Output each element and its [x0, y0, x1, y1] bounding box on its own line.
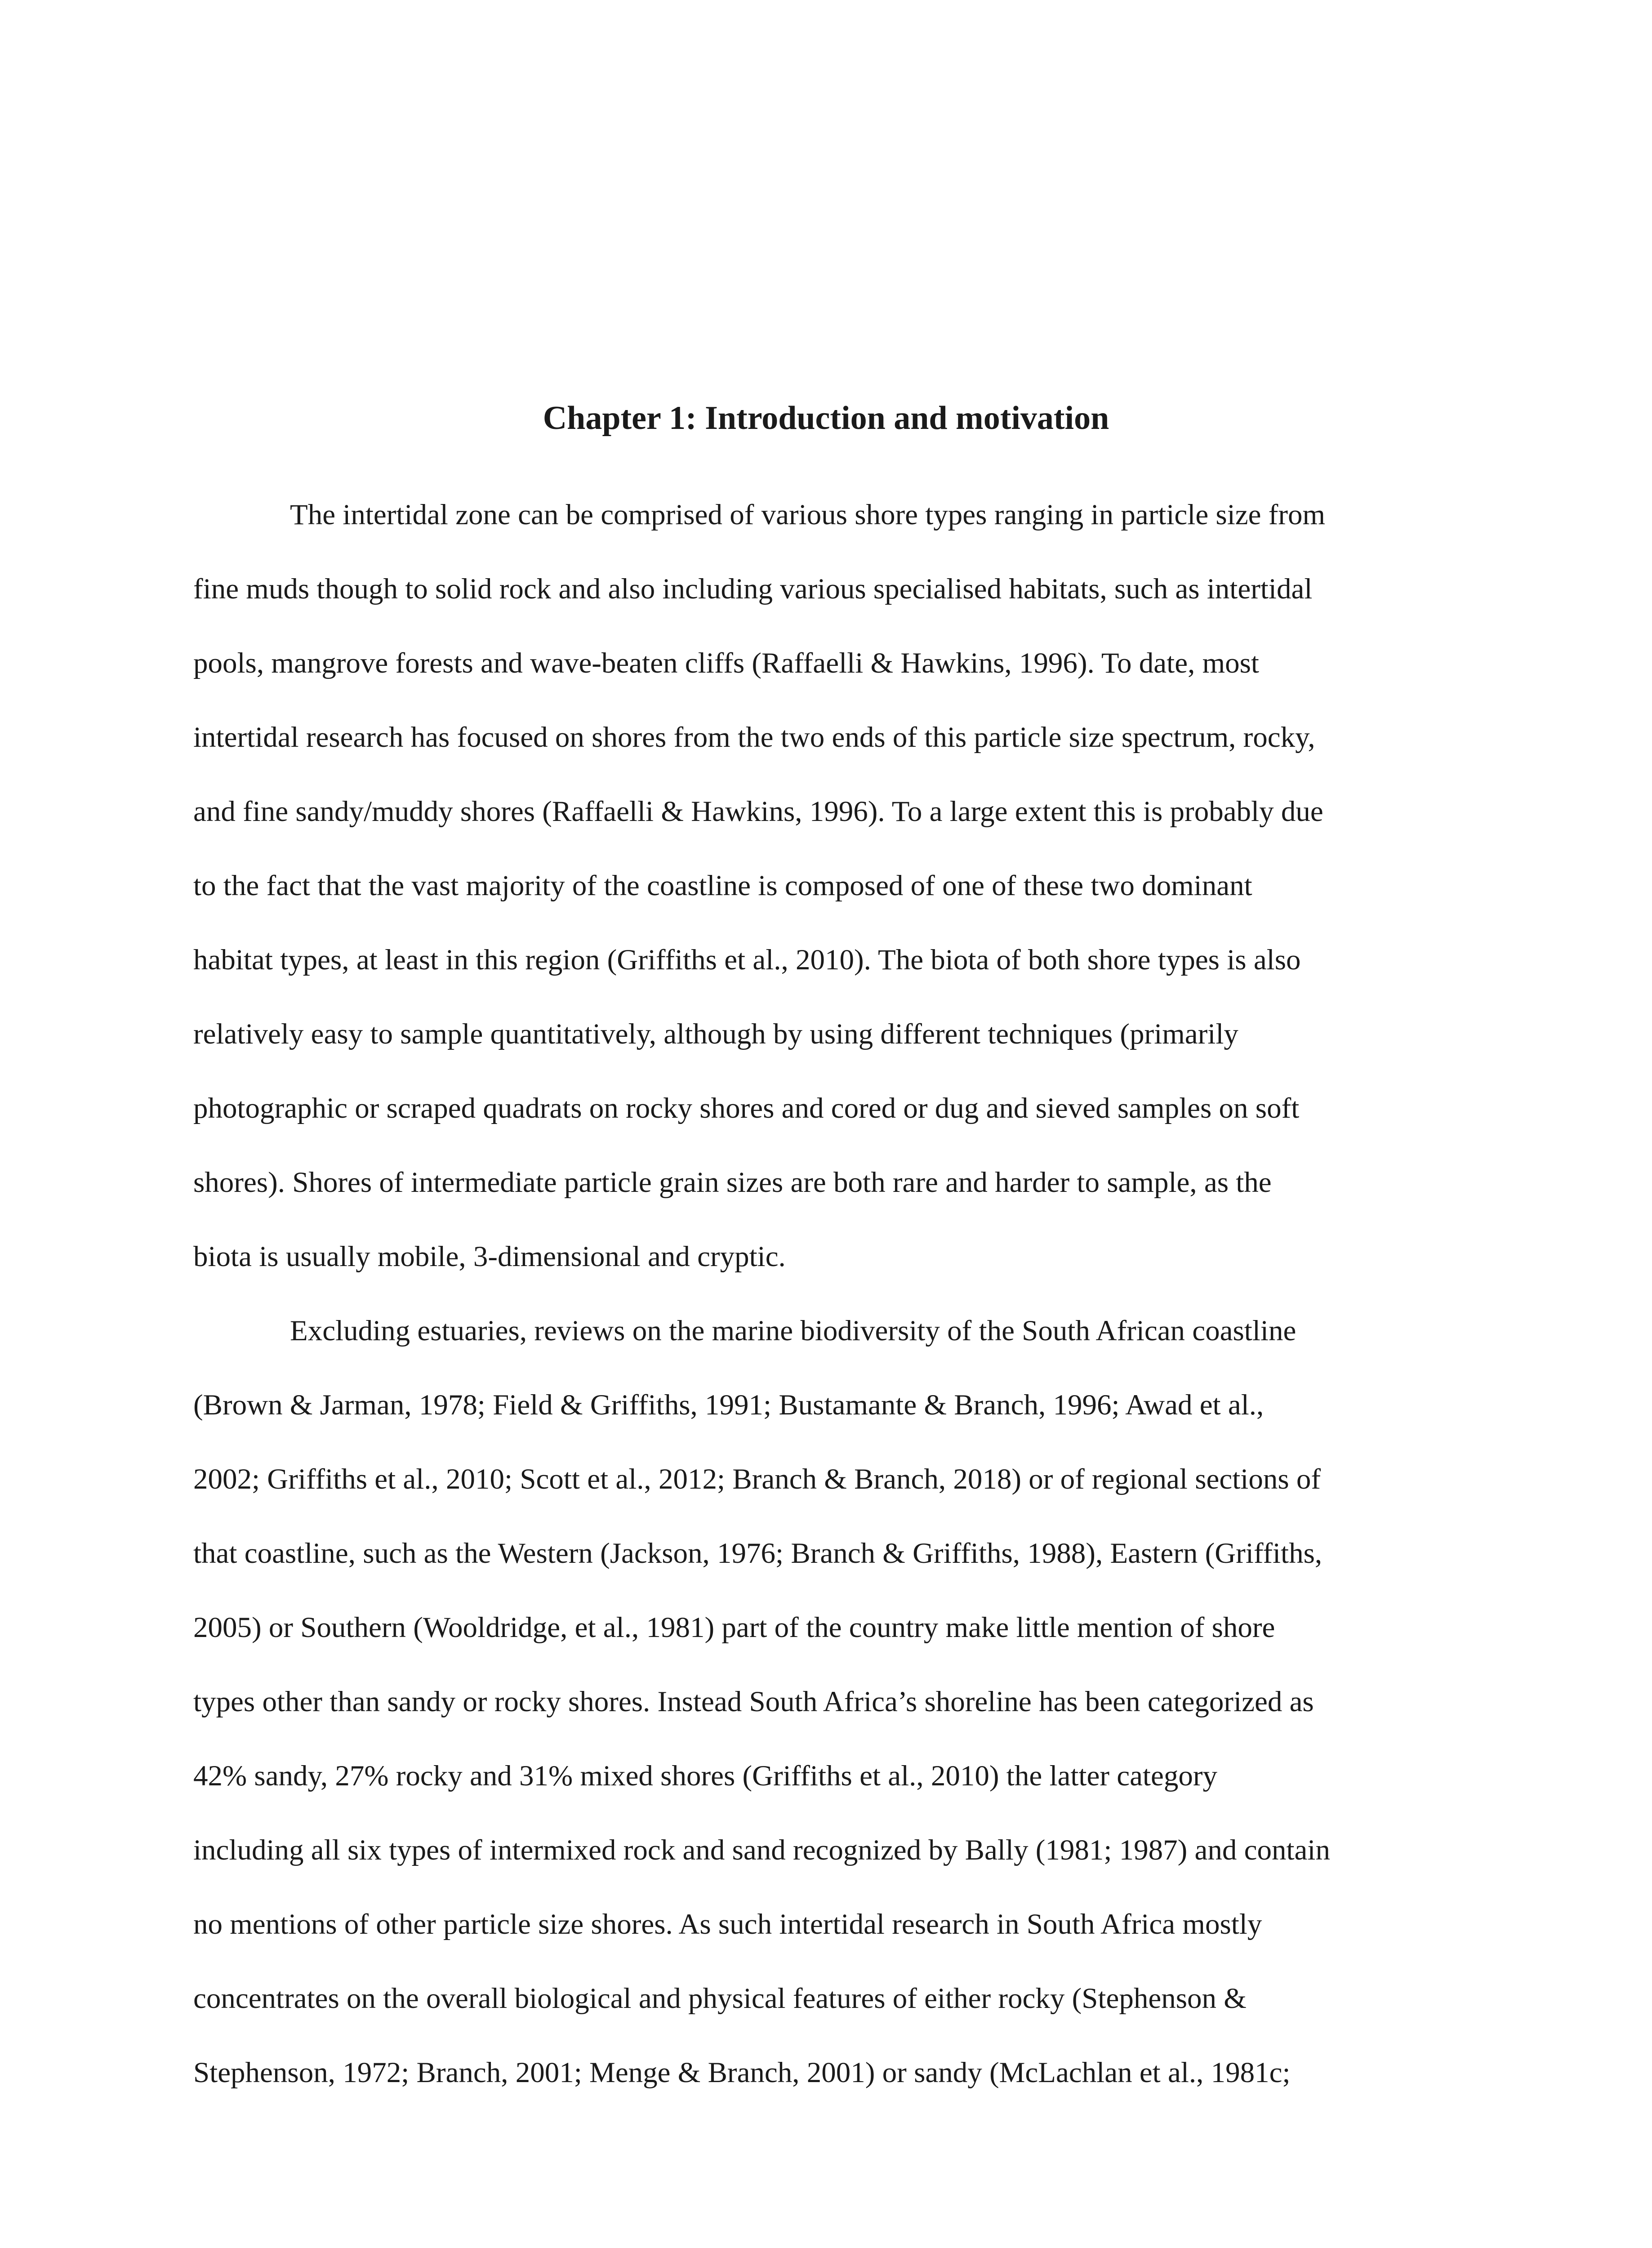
body-line: photographic or scraped quadrats on rocky shores and cored or dug and sieved samples on soft [193, 1092, 1300, 1124]
body-line: shores). Shores of intermediate particle grain sizes are both rare and harder to sample, as the [193, 1166, 1272, 1199]
body-line: no mentions of other particle size shores. As such intertidal research in South Africa mostly [193, 1908, 1262, 1940]
body-line: Excluding estuaries, reviews on the marine biodiversity of the South African coastline [290, 1315, 1296, 1347]
body-line: biota is usually mobile, 3-dimensional and cryptic. [193, 1240, 786, 1273]
body-line: Stephenson, 1972; Branch, 2001; Menge & Branch, 2001) or sandy (McLachlan et al., 1981c; [193, 2056, 1291, 2089]
body-line: types other than sandy or rocky shores. Instead South Africa’s shoreline has been categorized as [193, 1686, 1314, 1718]
body-line: that coastline, such as the Western (Jackson, 1976; Branch & Griffiths, 1988), Eastern (Griffiths, [193, 1537, 1322, 1570]
body-line: to the fact that the vast majority of the coastline is composed of one of these two dominant [193, 870, 1252, 902]
body-line: and fine sandy/muddy shores (Raffaelli & Hawkins, 1996). To a large extent this is probably due [193, 795, 1323, 828]
body-line: 2005) or Southern (Wooldridge, et al., 1981) part of the country make little mention of shore [193, 1611, 1275, 1644]
body-line: relatively easy to sample quantitatively, although by using different techniques (primarily [193, 1018, 1238, 1050]
chapter-title: Chapter 1: Introduction and motivation [543, 400, 1109, 437]
body-line: intertidal research has focused on shores from the two ends of this particle size spectrum, rocky, [193, 721, 1315, 754]
body-line: fine muds though to solid rock and also including various specialised habitats, such as intertidal [193, 573, 1313, 605]
body-line: The intertidal zone can be comprised of various shore types ranging in particle size from [290, 499, 1326, 531]
body-line: (Brown & Jarman, 1978; Field & Griffiths, 1991; Bustamante & Branch, 1996; Awad et al., [193, 1389, 1264, 1421]
body-line: 2002; Griffiths et al., 2010; Scott et al., 2012; Branch & Branch, 2018) or of regional sections of [193, 1463, 1321, 1495]
body-line: concentrates on the overall biological and physical features of either rocky (Stephenson & [193, 1982, 1247, 2015]
body-line: 42% sandy, 27% rocky and 31% mixed shores (Griffiths et al., 2010) the latter category [193, 1760, 1217, 1792]
body-line: pools, mangrove forests and wave-beaten cliffs (Raffaelli & Hawkins, 1996). To date, most [193, 647, 1259, 679]
body-line: habitat types, at least in this region (Griffiths et al., 2010). The biota of both shore types is also [193, 944, 1301, 976]
body-line: including all six types of intermixed rock and sand recognized by Bally (1981; 1987) and contain [193, 1834, 1330, 1866]
